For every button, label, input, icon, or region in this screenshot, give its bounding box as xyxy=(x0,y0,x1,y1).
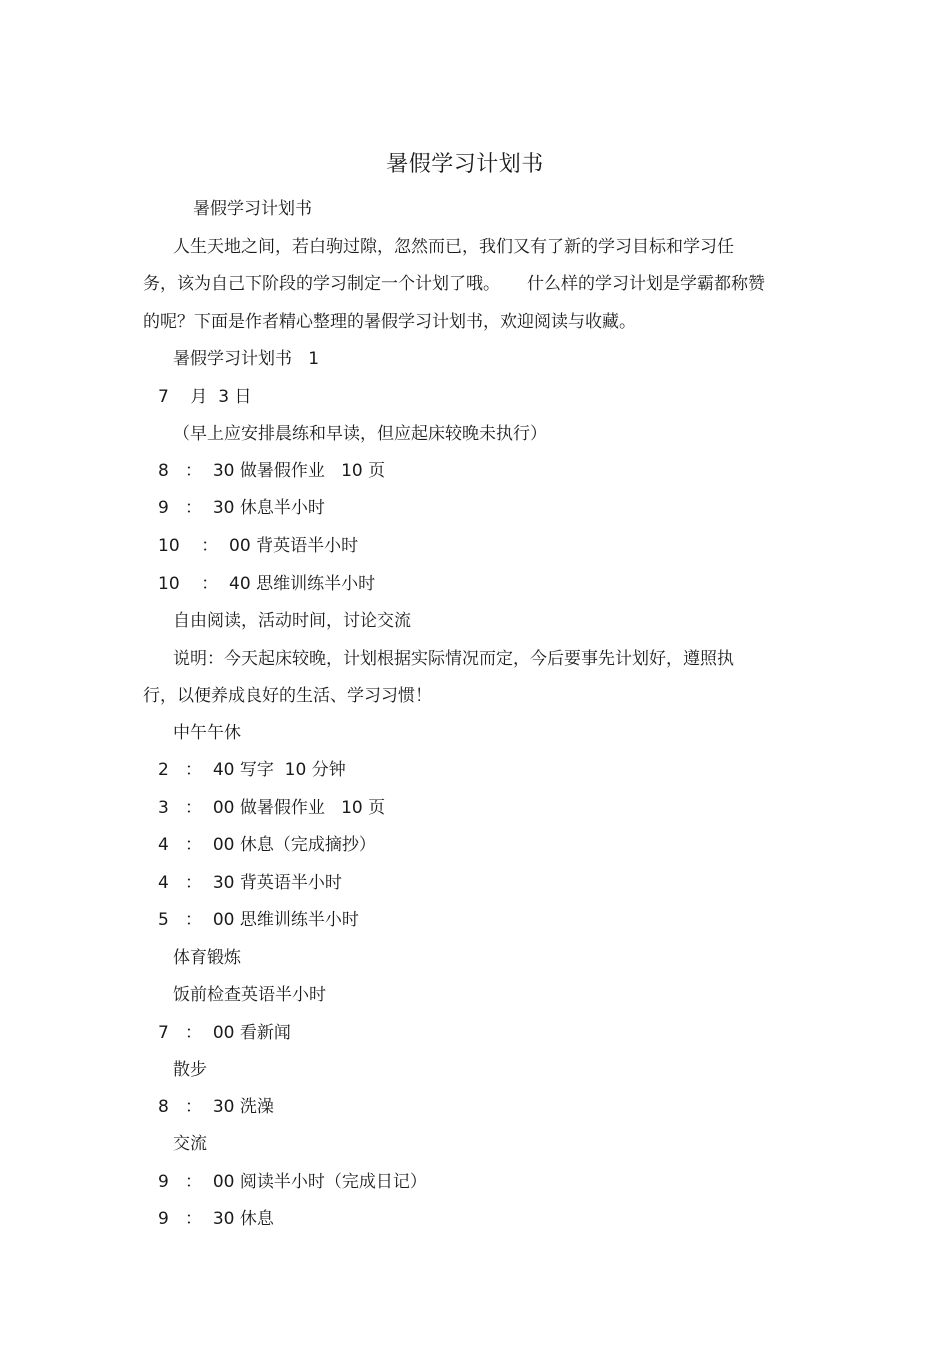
schedule-item: 饭前检查英语半小时 xyxy=(173,985,326,1005)
schedule-item: 自由阅读，活动时间，讨论交流 xyxy=(173,611,411,631)
intro-line-2: 务，该为自己下阶段的学习制定一个计划了哦。 什么样的学习计划是学霸都称赞 xyxy=(143,274,766,294)
schedule-item: 4 ： 30 背英语半小时 xyxy=(158,873,342,893)
schedule-item: 9 ： 30 休息 xyxy=(158,1209,274,1229)
schedule-date: 7 月 3 日 xyxy=(158,387,252,407)
plan-heading: 暑假学习计划书 1 xyxy=(173,349,320,369)
schedule-item: 中午午休 xyxy=(173,723,241,743)
schedule-item: 9 ： 30 休息半小时 xyxy=(158,498,325,518)
document-title: 暑假学习计划书 xyxy=(386,152,544,177)
schedule-item: 8 ： 30 做暑假作业 10 页 xyxy=(158,461,386,481)
schedule-item: 5 ： 00 思维训练半小时 xyxy=(158,910,359,930)
schedule-item: 10 ： 00 背英语半小时 xyxy=(158,536,359,556)
schedule-item: 2 ： 40 写字 10 分钟 xyxy=(158,760,346,780)
schedule-item: 4 ： 00 休息（完成摘抄） xyxy=(158,835,376,855)
schedule-item: 交流 xyxy=(173,1134,207,1154)
document-subtitle: 暑假学习计划书 xyxy=(193,199,312,219)
schedule-note: （早上应安排晨练和早读，但应起床较晚未执行） xyxy=(173,424,547,444)
intro-line-1: 人生天地之间，若白驹过隙，忽然而已，我们又有了新的学习目标和学习任 xyxy=(173,237,734,257)
schedule-item: 8 ： 30 洗澡 xyxy=(158,1097,274,1117)
schedule-item: 10 ： 40 思维训练半小时 xyxy=(158,574,376,594)
schedule-item: 9 ： 00 阅读半小时（完成日记） xyxy=(158,1172,427,1192)
schedule-item: 7 ： 00 看新闻 xyxy=(158,1023,291,1043)
intro-line-3: 的呢？下面是作者精心整理的暑假学习计划书，欢迎阅读与收藏。 xyxy=(143,312,636,332)
schedule-item: 3 ： 00 做暑假作业 10 页 xyxy=(158,798,386,818)
schedule-item: 体育锻炼 xyxy=(173,948,241,968)
schedule-explanation-1: 说明：今天起床较晚，计划根据实际情况而定，今后要事先计划好，遵照执 xyxy=(173,649,734,669)
schedule-explanation-2: 行，以便养成良好的生活、学习习惯！ xyxy=(143,686,432,706)
schedule-item: 散步 xyxy=(173,1060,207,1080)
